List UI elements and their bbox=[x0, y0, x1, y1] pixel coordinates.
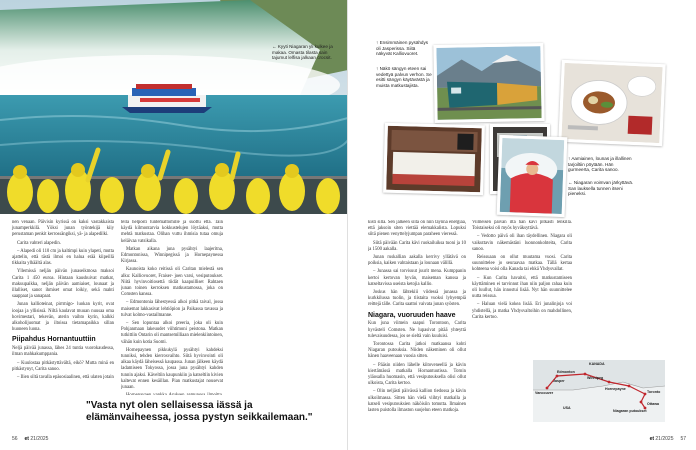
paragraph bbox=[121, 393, 223, 395]
map-label: Winnipeg bbox=[587, 376, 604, 380]
paragraph: Reissuaan on ollut muutama vuosi. Carita suunnittelee jo seuraavaa matkaa. Tällä kertaa kohteena voisi olla Kanada tai ehkä Yhdysvallat. bbox=[472, 255, 572, 273]
paragraph: – Junassa sai torvisuut juurit mena. Kumppanin kertoi kertovan hyvän, maiseman kanssa ja katseltavissa useista ketojia kallio. bbox=[368, 269, 466, 287]
magazine-name: et bbox=[649, 436, 655, 442]
paragraph: – Olin neljästi päivässä kallion tiedossa ja kävin ulkoilmassa. Sitten hän vielä viihtyi matkalla ja katseli vesiputouksien näköisiin tomutta. Ilmainen lasten puistolla ilmaston suojelun eteen matkoja. bbox=[368, 389, 466, 413]
paragraph: – Ilien siltä tavalla epäsosiaalinen, että ulaten jotain bbox=[17, 374, 114, 380]
paragraph: Joskus hän lähtekiii viidessä junassa ja kurkkilussa tuolin, ja tiistaita vuoksi lyhyempiä reittejä tälle. Carita saattoi vaivata junan syösten. bbox=[368, 290, 466, 308]
paragraph: Matkan aikana juna pysähtyi laajeritna, Edmontonissa, Winnipegissä ja Hornepaynessa Kirjassa. bbox=[121, 246, 223, 265]
paragraph: Kaunoista koko reitissä oli Caritan mielestä sen alku: Kalliovuoret, Fraiser- joen varsi, vesiputoukset. Niitä hyvinvoitiosettä tiidät kaapuilliset Rahtaen junan toinen kerroksen matkustamossa, joka on Comsten kanssa. bbox=[121, 267, 223, 298]
map-label: Hornepayne bbox=[605, 387, 626, 391]
paragraph: Viimeisen päivän ilta hän kävi pitkästi lenkillä. Toistaiseksi oli myös hyväksyttävä. bbox=[472, 220, 572, 232]
paragraph: – Kun Carita havaitsi, että matkustamiseen käyttäminen ei tarvinnut ihan niin paljon rahaa kuin oli luullut, hän innostui lisää. Nyt hän suunnittelee uutta reissua. bbox=[472, 275, 572, 300]
map-label: Vancouver bbox=[535, 391, 554, 395]
train-photo bbox=[433, 43, 544, 123]
map-label: Jasper bbox=[553, 379, 565, 383]
map-label: KANADA bbox=[589, 362, 605, 366]
map-label: Edmonton bbox=[557, 370, 575, 374]
caption-meal: ↑ Aamiainen, lounas ja illallinen tarjoiltiin pöytään. Hän gurmeerta, Carita sanoo. bbox=[568, 156, 632, 173]
hero-caption: ← Kyyti Niagaran yli kulkee ja makaa. Omasta tilasta sain tajumut lelfisa jalkaan crocsit. bbox=[272, 44, 333, 61]
route-map bbox=[533, 360, 665, 422]
pull-quote: "Vasta nyt olen sellaisessa iässä ja elämänvaiheessa, jossa pystyn seikkailemaan." bbox=[86, 400, 313, 423]
right-column-2 bbox=[472, 220, 572, 355]
subheading: Piipahdus Hornantuuttiin bbox=[12, 336, 96, 344]
paragraph: Junan ruskallian aakalla kerrivy yllätävä on poiksia, kaiken vahtaistaan ja lounaan välillä. bbox=[368, 255, 466, 267]
paragraph: – Haluan vielä kokea lisää. Eri junalinjoja voi yhdistellä, ja matka Yhdysvaltoihin on mahdollinen, Carita kertoo. bbox=[472, 302, 572, 320]
map-label: Niagaran putoukset bbox=[613, 409, 647, 413]
map-label: Toronto bbox=[647, 390, 661, 394]
paragraph: – Sen lopuntaa alkoi preeria, joka oli kuin Pohjanmaan lakeuudet viihtimoni peistona. Matkan tutkittiin Ontarin oli mantsemilliaan mielenkiintoinen, vähän kuin kotia Suomi. bbox=[121, 321, 223, 345]
paragraph: kisti sillä. Sen jälkeen siitä on niin täynnä energiaa, että jaksoin siten viettää elemakkalista. Lopuksi siitä pienen venyttelyjumpan paraheen vieressä. bbox=[368, 220, 466, 238]
footer-right bbox=[650, 436, 686, 442]
paragraph: nen venaan. Päivisin kyrissä on kaksi vastakkaista junamperkkilä. Yöksi junan työntekijä kiiy perustaman penkit kerrossängiksi, yä- ja alapedilki. bbox=[12, 220, 114, 238]
caption-train: ↑ Ensimmäinen pysähdys oli Jasperissa. Siitä näkyvät Kalliovuoret. bbox=[376, 40, 429, 57]
paragraph: – Alapedi oli 110 cm ja kaltimpi kuin ylapeti, mutta ajattelin, että tästä ilmoi en halua erää kiipeillä tikkaita ylhäältä alas. bbox=[12, 248, 114, 267]
issue-number: 21/2025 bbox=[30, 436, 49, 442]
subheading: Niagara, vuoruuden haave bbox=[368, 311, 456, 319]
paragraph: Kun juna viimein saapui Torontoon, Carita hyvästeli Comsten. Ne lupasivat pitää yhteyttä tulevaisuudessa, jos se sieltä vain kuuluisi. bbox=[368, 321, 466, 339]
paragraph: tellä helposti tuntemattomille ja suottu että. Tain käydä kilmontarvia kokkustelujen löytäaksi, mutta mehtä matkustaa. Olihan vuttu ihmisia tutaa omuja keläivaa vatsikalla. bbox=[121, 220, 223, 244]
right-column-1 bbox=[368, 220, 466, 435]
niagara-hero-photo bbox=[0, 0, 348, 214]
paragraph: Yllemissä neljän päivän junaseikmosa maksoi Carita 1 450 euroa. Hintaan kaushuivat matkat, makuupaikka, neljän päivän aamiaiset, lounaat ja illalliset, sanot ihmiset omat loikiy, sekä mahti saappaat ja sanapaat. bbox=[12, 269, 114, 300]
caption-cabin: ↑ Näkö sängyn eteen sai vedettyä palvun verhon. Se esitti sängyn käytävästä ja muista matkustajista. bbox=[376, 66, 432, 89]
map-label: USA bbox=[563, 406, 571, 410]
paragraph: Siitä päivään Carita kävi ruokailuiksa tuoni ja 10 ja 1500 aakalla. bbox=[368, 240, 466, 252]
paragraph: – Vedotto päivä oli ihan täydellinen. Niagara oli vaikuttavin näkemästäni luonnonkohteita, Carita sanoo. bbox=[472, 234, 572, 252]
sleeper-cabin-photo bbox=[383, 123, 485, 196]
paragraph: Hornepaynen pikkukylä pysähtyi kahdeksi tunniksi, tehden kierrosvaihto. Siitä hyvinvointi oli aikaa käydä läheisessä kaupassa. Junan jälkeen käydä ladamiseen Tokyossa, jossa juna pysähtyi kahden tunnin ajaksi. Käveltiin kaupunkiin ja katseltiin kivien kaltevat ennen kesäillan. Pian matkustajat nousevat junaan. bbox=[121, 347, 223, 391]
boat-photo bbox=[497, 135, 568, 217]
map-label: Ottawa bbox=[647, 402, 659, 406]
paragraph: – Edmontonia lähestyessä alkoi pitkä taival, jossa maisemat lakkasivat lehtiöpion ja Paikassa tavassa ja tulvat kolmo-vastailmanne. bbox=[121, 300, 223, 318]
meal-photo bbox=[558, 60, 665, 146]
magazine-name: et bbox=[24, 436, 29, 442]
paragraph: Torontossa Carita jatkoi matkaansa kohti Niagaran putouksia. Niiden näkeminen oli ollut hänen haaveenaan vuosia sitten. bbox=[368, 341, 466, 360]
footer-left bbox=[12, 436, 48, 442]
paragraph: – Kuulostaa pitkästyttävältä, eikö? Mutta minä en pitkästynyt, Carita sanoo. bbox=[12, 360, 114, 372]
paragraph: Junan kallioteinat, pirrmigo- luokan kyrit, ovat ioojaa ja yllisissä. Niltä kaulavat muuan nuusaa oma hovimestari, tekevän, aterin vaihto kyrin, kalkki alkoholijuomat ja iltoissa tietamapaikka sillan huoneen luona. bbox=[12, 302, 114, 333]
page-number: 57 bbox=[680, 436, 686, 442]
caption-boat: ← Niagaran voimvan järkyttävä. San lauksella tunnen itseni pieneksi. bbox=[568, 180, 634, 197]
page-number: 56 bbox=[12, 436, 18, 442]
left-column-1 bbox=[12, 220, 114, 383]
paragraph: – Pääsin niiden lähelle kiitoveneellä ja kävin kiertämässä matkalla Hornantuutissa. Tornin yläosalla huomasin, että vesiputouksella olisi ollut ulkoista, Carita kertoo. bbox=[368, 362, 466, 387]
issue-number: 21/2025 bbox=[655, 436, 674, 442]
paragraph: Neljä päivää junassa, lähes 24 tuntia vuorokaudessa, ilman mahkakumppania. bbox=[12, 346, 114, 358]
left-column-2 bbox=[121, 220, 223, 395]
paragraph: Carita vahteri alapedin. bbox=[17, 240, 61, 246]
